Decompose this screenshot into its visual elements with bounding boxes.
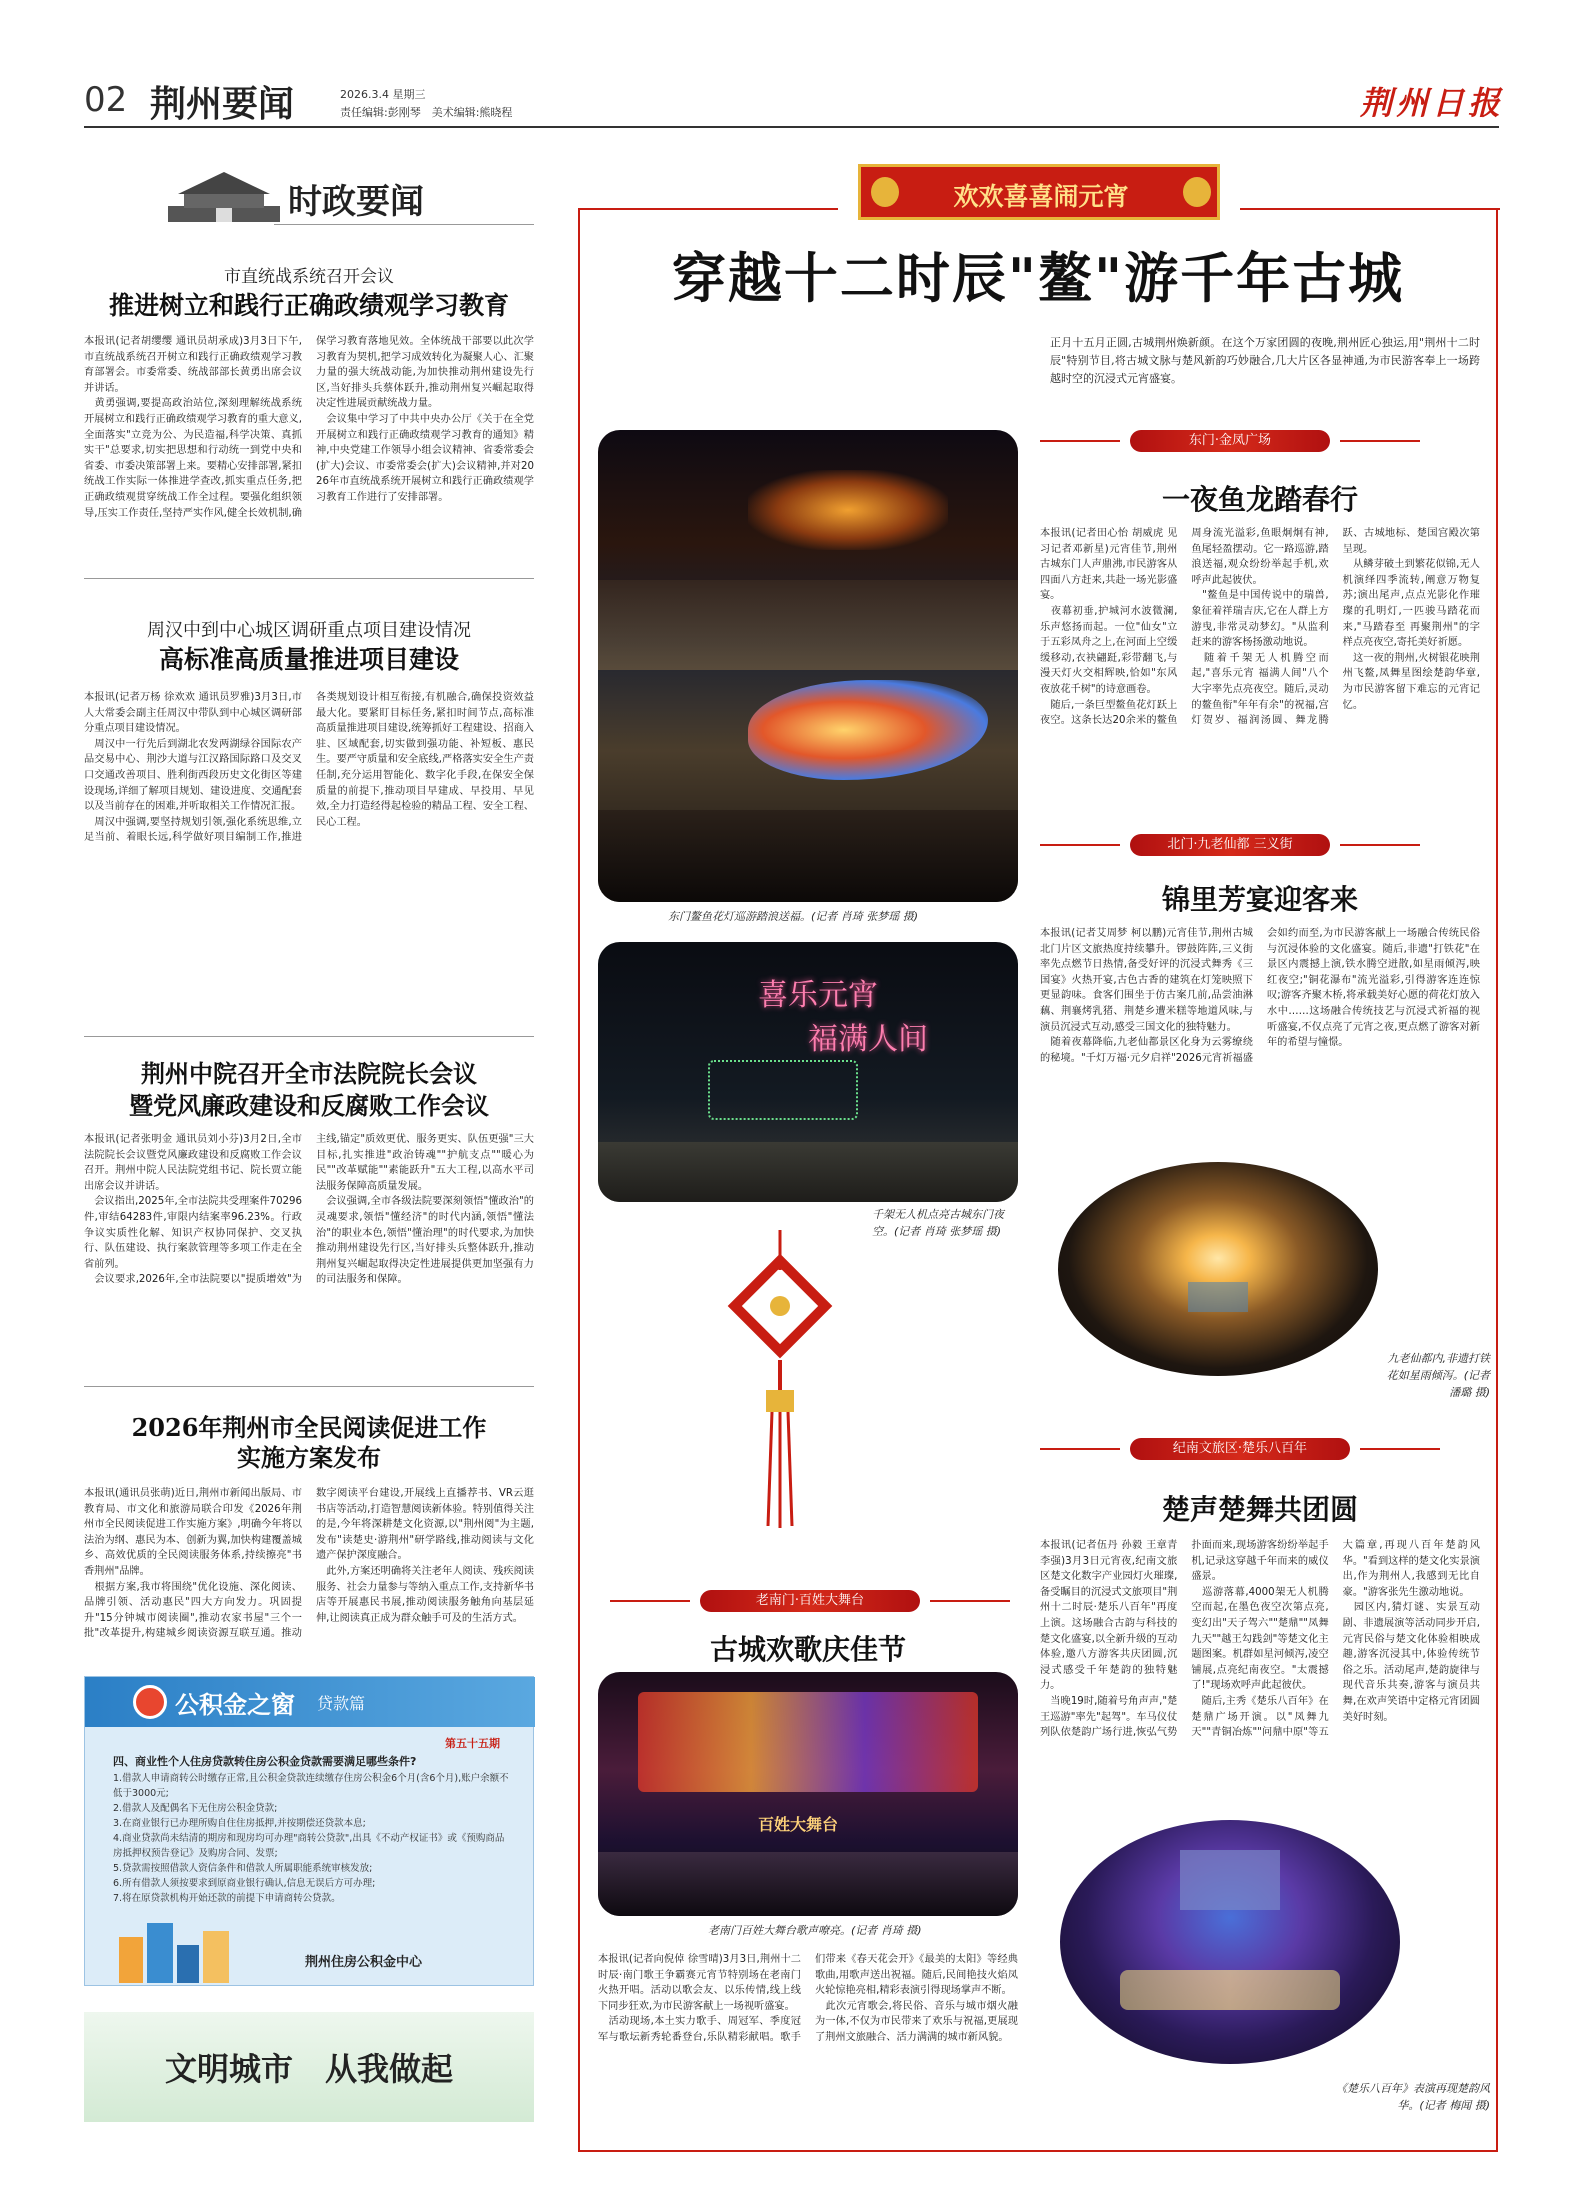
section-banner-south-gate: 老南门·百姓大舞台 xyxy=(700,1590,920,1612)
city-gate-icon xyxy=(164,168,284,224)
gjj-question: 四、商业性个人住房贷款转住房公积金贷款需要满足哪些条件? xyxy=(113,1755,417,1768)
festival-banner-text: 欢欢喜喜闹元宵 xyxy=(953,182,1129,211)
led-screen xyxy=(638,1692,978,1792)
chinese-knot-icon xyxy=(720,1230,840,1530)
section-banner-jinan: 纪南文旅区·楚乐八百年 xyxy=(1130,1438,1350,1460)
article-2-subtitle: 周汉中到中心城区调研重点项目建设情况 xyxy=(147,620,471,641)
drone-text-line1: 喜乐元宵 xyxy=(758,978,878,1013)
article-4-body: 本报讯(通讯员张萌)近日,荆州市新闻出版局、市教育局、市文化和旅游局联合印发《2026年荆州市全民阅读促进工作实施方案》,明确今年将以法治为纲、惠民为本、创新为翼,加快构建覆盖城乡、高效优质的全民阅读服务体系,持续擦亮"书香荆州"品牌。 根据方案,我市将围绕"优化设施、深化阅读、品牌引领、活动惠民"四大方向发力。巩固提升"15分钟城市阅读圈",推动农家书屋"三个一批"改革提升,构建城乡阅读资源互联互通。推动数字阅读平台建设,开展线上直播荐书、VR云逛书店等活动,打造智慧阅读新体验。特别值得关注的是,今年将深耕楚文化资源,以"荆州阅"为主题,发布"读楚史·游荆州"研学路线,推动阅读与文化遗产保护深度融合。 此外,方案还明确将关注老年人阅读、残疾阅读服务、社会力量参与等纳入重点工作,支持新华书店等开展惠民书展,推动阅读服务触角向基层延伸,让阅读真正成为群众触手可及的生活方式。 xyxy=(84,1488,534,1640)
article-1-subtitle: 市直统战系统召开会议 xyxy=(224,267,394,287)
slogan-box xyxy=(84,2012,534,2122)
gjj-title: 公积金之窗 xyxy=(175,1690,295,1719)
section-banner-east-gate: 东门·金凤广场 xyxy=(1130,430,1330,452)
photo-iron-flower xyxy=(1058,1162,1378,1376)
divider xyxy=(84,1386,534,1387)
section-4-body: 本报讯(记者向倪倬 徐雪晴)3月3日,荆州十二时辰·南门歌王争霸赛元宵节特别场在老南门火热开唱。活动以歌会友、以乐传情,线上线下同步狂欢,为市民游客献上一场视听盛宴。 活动现场,本土实力歌手、周冠军、季度冠军与歌坛新秀轮番登台,乐队精彩献唱。歌手们带来《春天花会开》《最美的太阳》等经典歌曲,用歌声送出祝福。随后,民间艳技火焰凤火轮惊艳亮相,精彩表演引得现场掌声不断。 此次元宵歌会,将民俗、音乐与城市烟火融为一体,不仅为市民带来了欢乐与祝福,更展现了荆州文旅融合、活力满满的城市新风貌。 xyxy=(598,1954,1018,2043)
issue-date: 2026.3.4 星期三 xyxy=(340,88,426,101)
dancers xyxy=(1120,1970,1340,2010)
caption-stage: 老南门百姓大舞台歌声嘹亮。(记者 肖琦 摄) xyxy=(708,1924,922,1937)
section-1-title: 一夜鱼龙踏春行 xyxy=(1161,483,1358,516)
article-3-title-line2: 暨党风廉政建设和反腐败工作会议 xyxy=(129,1091,489,1120)
gjj-item: 7.将在原贷款机构开始还款的前提下申请商转公贷款。 xyxy=(113,1893,341,1904)
frame-top-right xyxy=(1240,208,1500,210)
stage-floor xyxy=(598,1852,1018,1916)
gjj-item: 4.商业贷款尚未结清的期房和现房均可办理"商转公贷款",出具《不动产权证书》或《预购商品房抵押权预告登记》及购房合同、发票; xyxy=(113,1833,505,1859)
feature-headline: 穿越十二时辰"鳌"游千年古城 xyxy=(671,246,1405,310)
article-3-body: 本报讯(记者张明金 通讯员刘小芬)3月2日,全市法院院长会议暨党风廉政建设和反腐败工作会议召开。荆州中院人民法院党组书记、院长贾立能出席会议并讲话。 会议指出,2025年,全市法院共受理案件70296件,审结64283件,审限内结案率96.23%。行政争议实质性化解、知识产权协同保护、交叉执行、队伍建设、执行案款管理等多项工作走在全省前列。 会议要求,2026年,全市法院要以"提质增效"为主线,锚定"质效更优、服务更实、队伍更强"三大目标,扎实推进"政治铸魂""护航支点""暖心为民""改革赋能""素能跃升"五大工程,以高水平司法服务保障高质量发展。 会议强调,全市各级法院要深刻领悟"懂政治"的灵魂要求,领悟"懂经济"的时代内涵,领悟"懂法治"的职业本色,领悟"懂治理"的时代要求,为加快推动荆州建设先行区,当好排头兵整体跃升,推动荆州复兴崛起取得决定性进展提供更加坚强有力的司法服务和保障。 xyxy=(84,1134,534,1286)
article-4-title-line2: 实施方案发布 xyxy=(237,1443,381,1472)
gjj-issue: 第五十五期 xyxy=(445,1737,500,1750)
section-name: 荆州要闻 xyxy=(150,83,295,125)
caption-drone-show: 千架无人机点亮古城东门夜空。(记者 肖琦 张梦瑶 摄) xyxy=(872,1208,1004,1238)
frame-top-left xyxy=(578,208,838,210)
section-2-body: 本报讯(记者艾周梦 柯以鹏)元宵佳节,荆州古城北门片区文旅热度持续攀升。锣鼓阵阵,三义街率先点燃节日热情,备受好评的沉浸式舞秀《三国宴》火热开宴,古色古香的建筑在灯笼映照下更显韵味。食客们围坐于仿古案几前,品尝油淋藕、荆襄烤乳猪、荆楚乡遭米糕等地道风味,与演员沉浸式互动,感受三国文化的独特魅力。 随着夜幕降临,九老仙都景区化身为云雾缭绕的秘境。"千灯万福·元夕启祥"2026元宵祈福盛会如约而至,为市民游客献上一场融合传统民俗与沉浸体验的文化盛宴。随后,非遗"打铁花"在景区内震撼上演,铁水腾空迸散,如星雨倾泻,映红夜空;"铜花瀑布"流光溢彩,引得游客连连惊叹;游客齐聚木桥,将承载美好心愿的荷花灯放入水中……这场融合传统技艺与沉浸式祈福的视听盛宴,不仅点亮了元宵之夜,更点燃了游客对新年的希望与憧憬。 xyxy=(1040,928,1480,1064)
left-column xyxy=(84,140,534,2140)
fish-lantern xyxy=(748,680,988,780)
lantern-icon xyxy=(1183,177,1211,207)
divider xyxy=(84,578,534,579)
masthead xyxy=(0,0,1583,130)
page-number: 02 xyxy=(84,80,128,120)
pavilion-silhouette xyxy=(1188,1282,1248,1312)
gjj-item: 1.借款人申请商转公时缴存正常,且公积金贷款连续缴存住房公积金6个月(含6个月),账户余额不低于3000元; xyxy=(113,1773,509,1799)
gjj-item: 2.借款人及配偶名下无住房公积金贷款; xyxy=(113,1803,278,1814)
caption-fish-lantern: 东门鳌鱼花灯巡游踏浪送福。(记者 肖琦 张梦瑶 摄) xyxy=(668,910,919,923)
editor-credits: 责任编辑:彭刚琴 美术编辑:熊晓程 xyxy=(340,106,513,119)
paper-logo: 荆州日报 xyxy=(1360,84,1505,122)
gjj-org: 荆州住房公积金中心 xyxy=(305,1955,423,1970)
caption-chuyue: 《楚乐八百年》表演再现楚韵风华。(记者 梅闻 摄) xyxy=(1336,2082,1490,2112)
gjj-item: 6.所有借款人须按要求到原商业银行确认,信息无误后方可办理; xyxy=(113,1878,376,1889)
drone-text-line2: 福满人间 xyxy=(808,1022,928,1057)
photo-fish-lantern xyxy=(598,430,1018,902)
lantern-icon xyxy=(871,177,899,207)
gjj-subtitle: 贷款篇 xyxy=(317,1694,366,1713)
section-4-title: 古城欢歌庆佳节 xyxy=(709,1633,906,1666)
gjj-box xyxy=(84,1676,534,1986)
section-banner-north-gate: 北门·九老仙都 三义街 xyxy=(1130,834,1330,856)
crowd xyxy=(598,810,1018,902)
divider xyxy=(84,1036,534,1037)
river-reflection xyxy=(598,580,1018,670)
city-skyline xyxy=(598,1142,1018,1202)
city-buildings-illustration xyxy=(115,1917,235,1983)
section-2-title: 锦里芳宴迎客来 xyxy=(1161,883,1358,916)
article-1-body: 本报讯(记者胡缨缨 通讯员胡承成)3月3日下午,市直统战系统召开树立和践行正确政绩观学习教育部署会。市委常委、统战部部长黄勇出席会议并讲话。 黄勇强调,要提高政治站位,深刻理解统战系统开展树立和践行正确政绩观学习教育的重大意义,全面落实"立竞为公、为民造福,科学决策、真抓实干"总要求,切实把思想和行动统一到党中央和省委、市委决策部署上来。要精心安排部署,紧扣统战工作实际一体推进学查改,抓实重点任务,把正确政绩观贯穿统战工作全过程。要强化组织领导,压实工作责任,坚持严实作风,健全长效机制,确保学习教育落地见效。全体统战干部要以此次学习教育为契机,把学习成效转化为凝聚人心、汇聚力量的强大统战动能,为加快推动荆州建设先行区,当好排头兵蔡体跃升,推动荆州复兴崛起取得决定性进展贡献统战力量。 会议集中学习了中共中央办公厅《关于在全党开展树立和践行正确政绩观学习教育的通知》精神,中央党建工作领导小组会议精神、省委常委会(扩大)会议、市委常委会(扩大)会议精神,并对2026年市直统战系统开展树立和践行正确政绩观学习教育工作进行了安排部署。 xyxy=(84,336,534,519)
section-rule xyxy=(274,224,534,225)
article-3-title-line1: 荆州中院召开全市法院院长会议 xyxy=(141,1059,477,1088)
festival-banner xyxy=(858,164,1220,220)
photo-stage xyxy=(598,1672,1018,1916)
article-2-title: 高标准高质量推进项目建设 xyxy=(158,645,459,674)
article-2-body: 本报讯(记者万杨 徐欢欢 通讯员罗雅)3月3日,市人大常委会副主任周汉中带队到中心城区调研部分重点项目建设情况。 周汉中一行先后到湖北农发两湖绿谷国际农产品交易中心、荆沙大道与江汉路国际路口及交叉口交通改善项目、胜利街西段历史文化街区等建设现场,详细了解项目规划、建设进度、交通配套以及当前存在的困难,并听取相关工作情况汇报。 周汉中强调,要坚持规划引领,强化系统思维,立足当前、着眼长远,科学做好项目编制工作,推进各类规划设计相互衔接,有机融合,确保投资效益最大化。要紧盯目标任务,紧扣时间节点,高标准高质量推进项目建设,统筹抓好工程建设、招商入驻、区域配套,切实做到强功能、补短板、惠民生。要严守质量和安全底线,严格落实安全生产责任制,充分运用智能化、数字化手段,在保安全保质量的前提下,推动项目早建成、早投用、早见效,全力打造经得起检验的精品工程、安全工程、民心工程。 xyxy=(84,692,534,844)
section-title: 时政要闻 xyxy=(288,182,424,222)
section-header xyxy=(164,168,454,228)
palace-lights xyxy=(748,470,948,550)
article-4-title-line1: 2026年荆州市全民阅读促进工作 xyxy=(131,1413,487,1442)
stage-pavilion xyxy=(1180,1850,1280,1910)
masthead-rule xyxy=(84,126,1499,128)
gjj-item: 5.贷款需按照借款人资信条件和借款人所属职能系统审核发放; xyxy=(113,1863,373,1874)
gjj-logo-icon xyxy=(133,1685,167,1719)
section-1-body: 本报讯(记者田心怡 胡威虎 见习记者邓新星)元宵佳节,荆州古城东门人声鼎沸,市民游客从四面八方赶来,共赴一场光影盛宴。 夜幕初垂,护城河水波微澜,乐声悠扬而起。一位"仙女"立于五彩凤舟之上,在河面上空缓缓移动,衣袂翩跹,彩带翻飞,与漫天灯火交相辉映,恰如"东风夜放花千树"的诗意画卷。 随后,一条巨型鳌鱼花灯跃上夜空。这条长达20余米的鳌鱼周身流光溢彩,鱼眼炯炯有神,鱼尾轻盈摆动。它一路巡游,踏浪送福,观众纷纷举起手机,欢呼声此起彼伏。 "鳌鱼是中国传说中的瑞兽,象征着祥瑞吉庆,它在人群上方游曳,非常灵动梦幻。"从监利赶来的游客杨扬激动地说。 随着千架无人机腾空而起,"喜乐元宵 福满人间"八个大字率先点亮夜空。随后,灵动的鳌鱼衔"年年有余"的祝福,宫灯贺岁、福润汤圆、舞龙腾跃、古城地标、楚国宫殿次第呈现。 从鳞芽破土到繁花似锦,无人机演绎四季流转,阐意万物复苏;演出尾声,点点光影化作璀璨的孔明灯,一匹骏马踏花而来,"马踏春至 再聚荆州"的字样点亮夜空,寄托美好祈愿。 这一夜的荆州,火树银花映荆州飞鳌,凤舞星图绘楚韵华章,为市民游客留下难忘的元宵记忆。 xyxy=(1040,528,1480,727)
section-3-body: 本报讯(记者伍丹 孙毅 王章青李强)3月3日元宵夜,纪南文旅区楚文化数字产业园灯火璀璨,备受瞩目的沉浸式文旅项目"荆州十二时辰·楚乐八百年"再度上演。这场融合古韵与科技的楚文化盛宴,以全新升级的互动体验,邀八方游客共庆团圆,沉浸式感受千年楚韵的独特魅力。 当晚19时,随着号角声声,"楚王巡游"率先"起驾"。车马仪仗列队依楚韵广场行进,恢弘气势扑面而来,现场游客纷纷举起手机,记录这穿越千年而来的威仪盛景。 巡游落幕,4000架无人机腾空而起,在墨色夜空次第点亮,变幻出"天子驾六""楚鼎""凤舞九天""越王勾践剑"等楚文化主题图案。机群如星河倾泻,凌空铺展,点亮纪南夜空。"太震撼了!"现场欢呼声此起彼伏。 随后,主秀《楚乐八百年》在楚鼎广场开演。以"凤舞九天""青铜冶炼""问鼎中原"等五大篇章,再现八百年楚韵风华。"看到这样的楚文化实景演出,作为荆州人,我感到无比自豪。"游客张先生激动地说。 园区内,猜灯谜、实景互动剧、非遗展演等活动同步开启,元宵民俗与楚文化体验相映成趣,游客沉浸其中,体验传统节俗之乐。活动尾声,楚韵旋律与现代音乐共奏,游客与演员共舞,在欢声笑语中定格元宵团圆美好时刻。 xyxy=(1040,1540,1480,1739)
section-3-title: 楚声楚舞共团圆 xyxy=(1161,1493,1358,1526)
drone-gate-outline xyxy=(708,1060,858,1120)
photo-drone-show xyxy=(598,942,1018,1202)
slogan-text: 文明城市 从我做起 xyxy=(164,2050,453,2088)
gjj-items xyxy=(113,1771,513,1921)
gjj-item: 3.在商业银行已办理所购自住住房抵押,并按期偿还贷款本息; xyxy=(113,1818,366,1829)
article-1-title: 推进树立和践行正确政绩观学习教育 xyxy=(108,291,509,320)
caption-iron-flower: 九老仙都内,非遗打铁花如星雨倾泻。(记者 潘璐 摄) xyxy=(1386,1352,1490,1399)
feature-intro: 正月十五月正圆,古城荆州焕新颜。在这个万家团圆的夜晚,荆州匠心独运,用"荆州十二时辰"特别节目,将古城文脉与楚风新韵巧妙融合,几大片区各显神通,为市民游客奉上一场跨越时空的沉浸式元宵盛宴。 xyxy=(1050,336,1480,385)
photo-chuyue xyxy=(1060,1820,1400,2064)
stage-sign: 百姓大舞台 xyxy=(758,1815,839,1834)
